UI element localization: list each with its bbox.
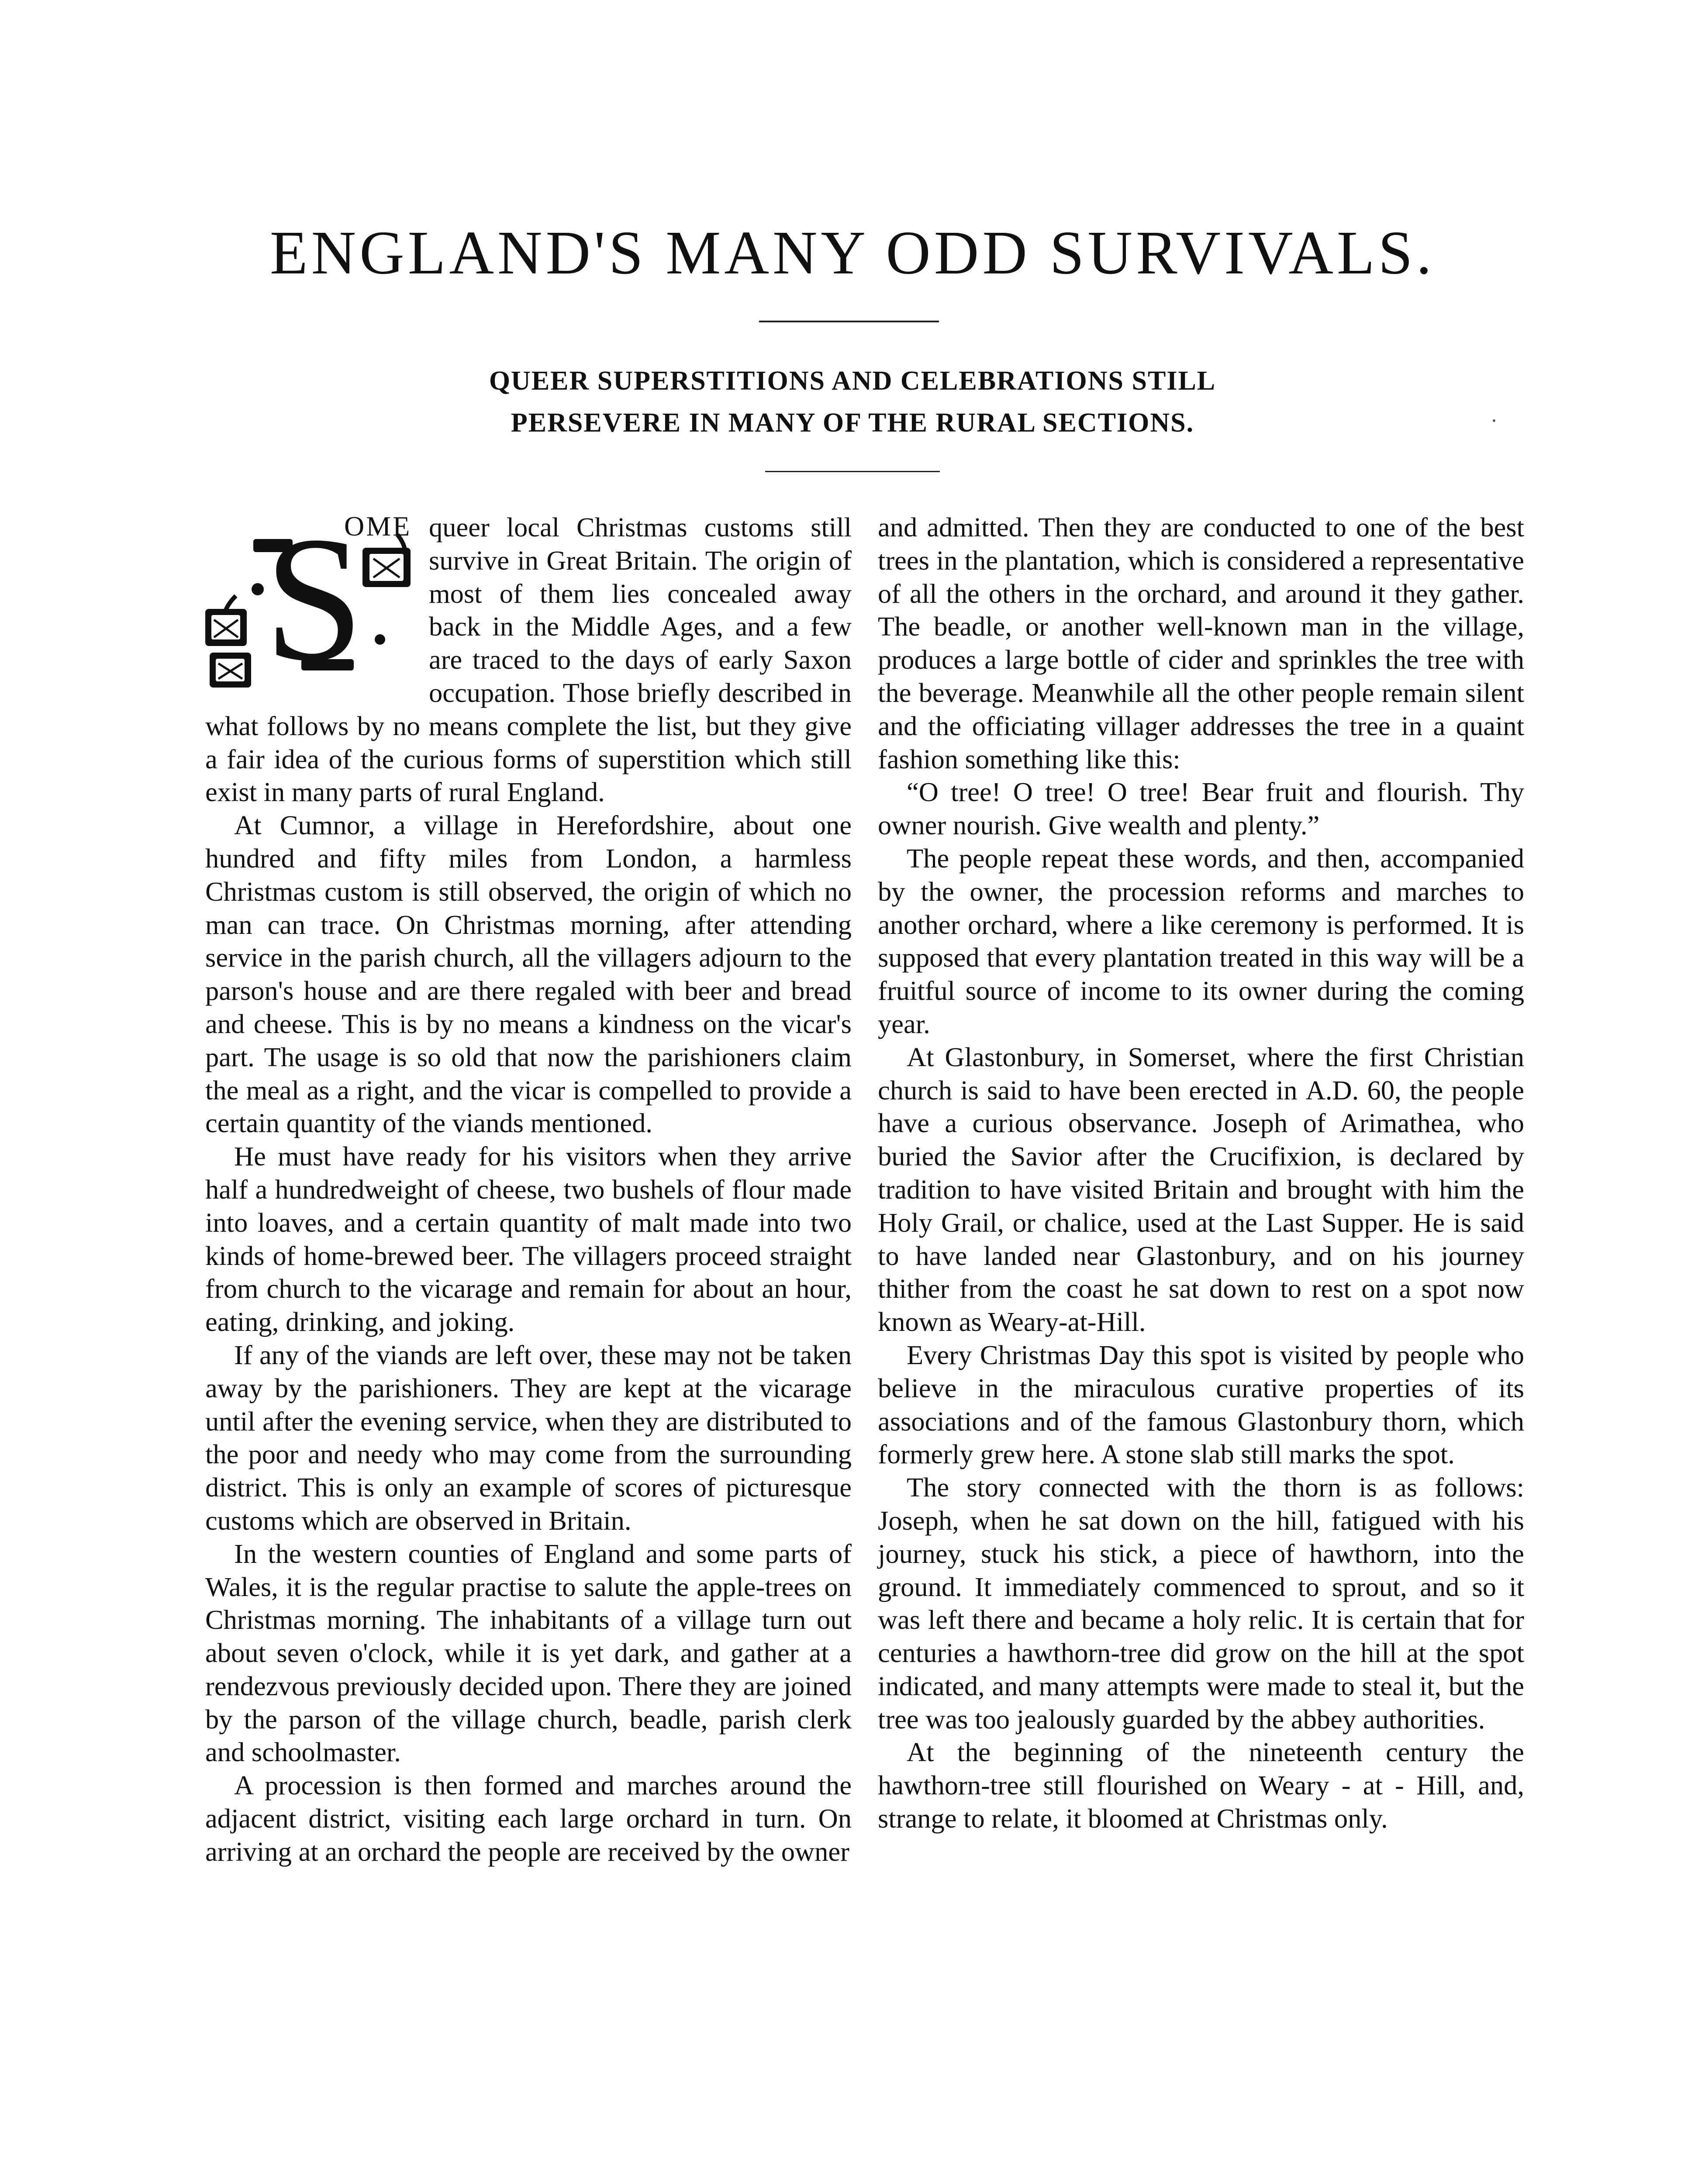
text-column-right [878, 511, 1524, 1835]
paragraph-4: If any of the viands are left over, these may not be taken away by the parishioners. They are kept at the vicarage until after the evening service, when they are distributed to the poor and needy who may come from the surrounding district. This is only an example of scores of picturesque customs which are observed in Britain. [205, 1339, 852, 1536]
print-speck [1493, 419, 1495, 422]
text-column-left [205, 508, 852, 1869]
paragraph-13: At the beginning of the nineteenth century the hawthorn-tree still flourished on Weary - at - Hill, and, strange to relate, it bloomed at Christmas only. [878, 1737, 1524, 1834]
subtitle-line-2: PERSEVERE IN MANY OF THE RURAL SECTIONS. [511, 408, 1194, 438]
article-subtitle [0, 360, 1705, 444]
paragraph-8-quote: “O tree! O tree! O tree! Bear fruit and flourish. Thy owner nourish. Give wealth and plenty.” [878, 777, 1524, 841]
subtitle-divider [765, 471, 940, 472]
paragraph-6: A procession is then formed and marches around the adjacent district, visiting each large orchard in turn. On arriving at an orchard the people are received by the owner [205, 1770, 852, 1867]
paragraph-10-part-2: 60, the people have a curious observance. Joseph of Arimathea, who buried the Savior after the Crucifixion, is declared by tradition to have visited Britain and brought with him the Holy Grail, or chalice, used at the Last Supper. He is said to have landed near Glastonbury, and on his journey thither from the coast he sat down to rest on a spot now known as Weary-at-Hill. [878, 1075, 1524, 1337]
paragraph-1-text: queer local Christmas customs still survive in Great Britain. The origin of most of them lies concealed away back in the Middle Ages, and a few are traced to the days of early Saxon occupation. Those briefly described in what follows by no means complete the list, but they give a fair idea of the curious forms of superstition which still exist in many parts of rural England. [205, 512, 852, 808]
paragraph-opening [205, 508, 852, 809]
drop-cap-letter: S [264, 508, 364, 690]
paragraph-11: Every Christmas Day this spot is visited by people who believe in the miraculous curative properties of its associations and of the famous Glastonbury thorn, which formerly grew here. A stone slab still marks the spot. [878, 1339, 1524, 1470]
paragraph-3: He must have ready for his visitors when they arrive half a hundredweight of cheese, two bushels of flour made into loaves, and a certain quantity of malt made into two kinds of home-brewed beer. The villagers proceed straight from church to the vicarage and remain for about an hour, eating, drinking, and joking. [205, 1141, 852, 1337]
drop-cap-ornament-icon [205, 508, 424, 690]
subtitle-line-1: QUEER SUPERSTITIONS AND CELEBRATIONS STILL [489, 366, 1216, 396]
paragraph-9: The people repeat these words, and then, accompanied by the owner, the procession reforms and marches to another orchard, where a like ceremony is performed. It is supposed that every plantation treated in this way will be a fruitful source of income to its owner during the coming year. [878, 843, 1524, 1039]
article-title: ENGLAND'S MANY ODD SURVIVALS. [269, 218, 1436, 287]
paragraph-10-era: A.D. [1305, 1075, 1359, 1106]
paragraph-2: At Cumnor, a village in Herefordshire, about one hundred and fifty miles from London, a harmless Christmas custom is still observed, the origin of which no man can trace. On Christmas morning, after attending service in the parish church, all the villagers adjourn to the parson's house and are there regaled with beer and bread and cheese. This is by no means a kindness on the vicar's part. The usage is so old that now the parishioners claim the meal as a right, and the vicar is compelled to provide a certain quantity of the viands mentioned. [205, 810, 852, 1139]
paragraph-10-part-1: At Glastonbury, in Somerset, where the first Christian church is said to have been erected in [878, 1041, 1524, 1106]
paragraph-10 [878, 1041, 1524, 1339]
paragraph-7: and admitted. Then they are conducted to one of the best trees in the plantation, which is considered a representative of all the others in the orchard, and around it they gather. The beadle, or another well-known man in the village, produces a large bottle of cider and sprinkles the tree with the beverage. Meanwhile all the other people remain silent and the officiating villager addresses the tree in a quaint fashion something like this: [878, 512, 1524, 774]
title-divider [759, 321, 939, 322]
paragraph-5: In the western counties of England and some parts of Wales, it is the regular practise to salute the apple-trees on Christmas morning. The inhabitants of a village turn out about seven o'clock, while it is yet dark, and gather at a rendezvous previously decided upon. There they are joined by the parson of the village church, beadle, parish clerk and schoolmaster. [205, 1538, 852, 1768]
paragraph-12: The story connected with the thorn is as follows: Joseph, when he sat down on the hill, fatigued with his journey, stuck his stick, a piece of hawthorn, into the ground. It immediately commenced to sprout, and so it was left there and became a holy relic. It is certain that for centuries a hawthorn-tree did grow on the hill at the spot indicated, and many attempts were made to steal it, but the tree was too jealously guarded by the abbey authorities. [878, 1472, 1524, 1735]
ornamental-drop-cap [205, 508, 424, 690]
drop-cap-word-rest: OME [344, 511, 412, 542]
